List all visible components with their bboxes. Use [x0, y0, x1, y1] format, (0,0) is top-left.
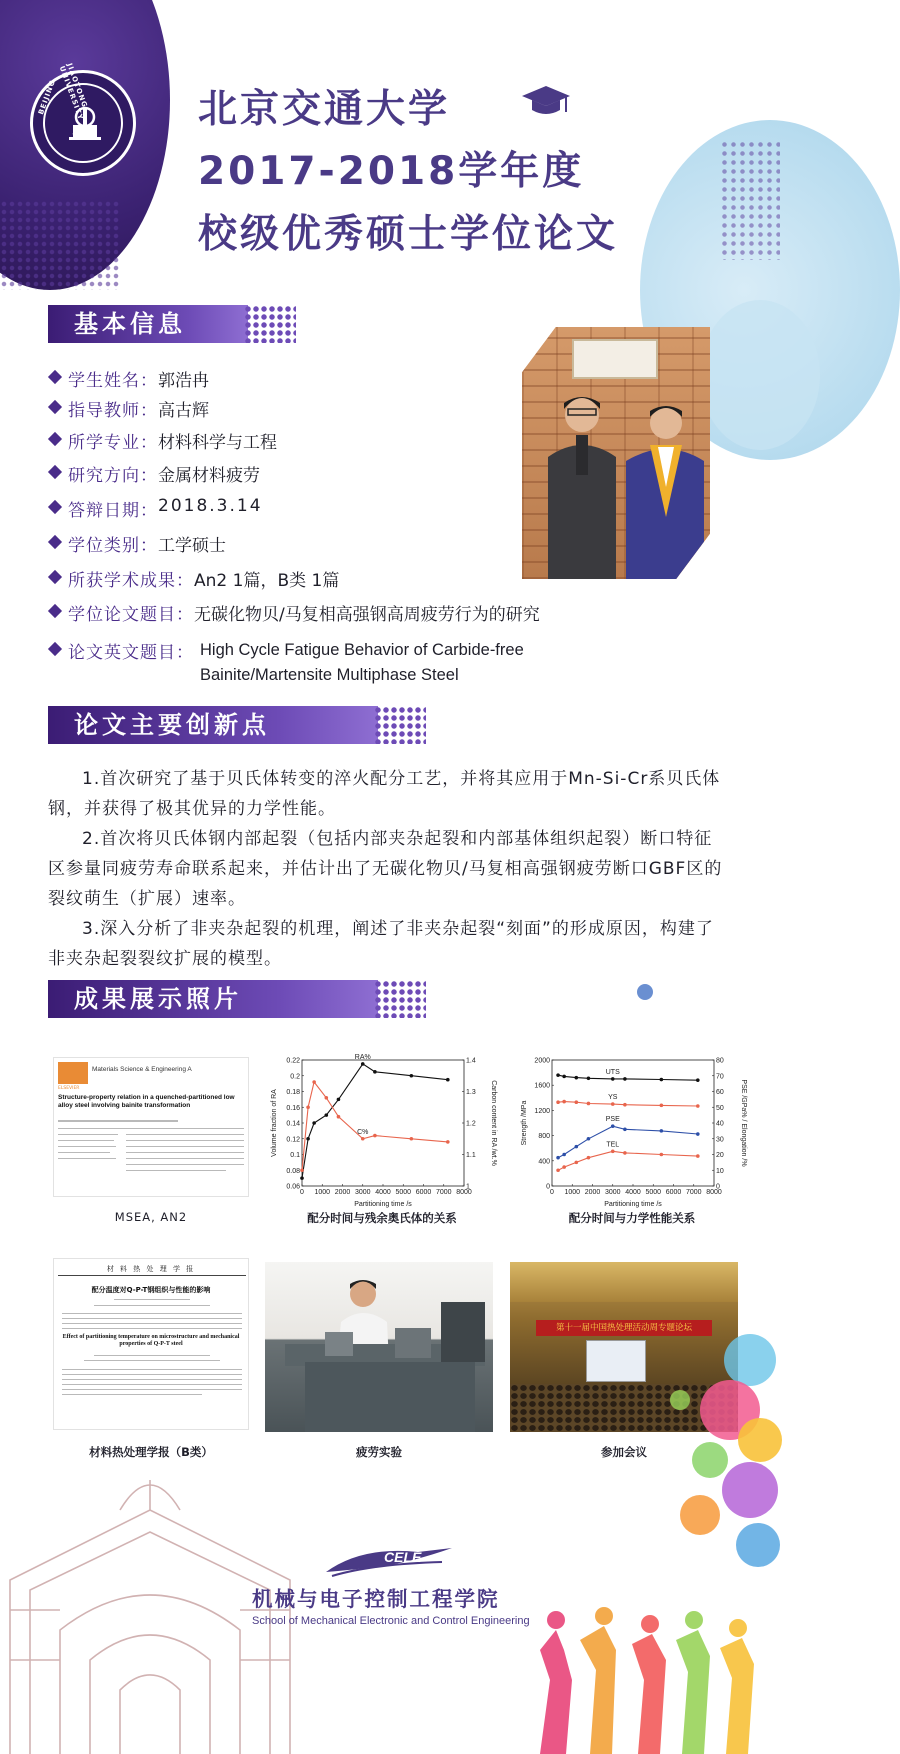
projection-screen	[586, 1340, 646, 1382]
series-label-c%: C%	[357, 1128, 369, 1136]
data-point-ra%	[361, 1062, 365, 1066]
y2-tick-label: 10	[716, 1167, 724, 1175]
data-point-ra%	[306, 1137, 310, 1141]
data-point-tel	[611, 1150, 615, 1154]
data-point-pse	[623, 1128, 627, 1132]
series-label-ra%: RA%	[354, 1053, 371, 1061]
info-label: 指导教师：	[68, 401, 158, 421]
title-year: 2017-2018学年度	[198, 149, 585, 194]
y-tick-label: 0.18	[286, 1089, 300, 1096]
diamond-bullet-icon	[48, 370, 62, 384]
data-point-pse	[575, 1145, 579, 1149]
caption-paper2: 材料热处理学报（B类）	[89, 1445, 213, 1459]
y2-tick-label: 60	[716, 1089, 724, 1096]
x-tick-label: 0	[300, 1189, 304, 1196]
innovation-point-3: 3.深入分析了非夹杂起裂的机理，阐述了非夹杂起裂“刻面”的形成原因，构建了非夹杂起裂裂纹扩展的模型。	[48, 919, 714, 969]
data-point-uts	[562, 1075, 566, 1079]
logo-year: 1896	[71, 132, 95, 141]
data-point-uts	[556, 1073, 560, 1077]
x-tick-label: 6000	[665, 1189, 682, 1196]
series-line-ys	[558, 1102, 698, 1106]
data-point-uts	[696, 1078, 700, 1082]
x-tick-label: 0	[550, 1189, 554, 1196]
info-label: 答辩日期：	[68, 501, 158, 521]
decor-blue-dot	[637, 984, 653, 1000]
series-line-c%	[302, 1082, 448, 1170]
paper1-title: Structure-property relation in a quenched-partitioned low alloy steel involving bainite transformation	[58, 1094, 235, 1109]
data-point-ra%	[325, 1113, 329, 1117]
info-label: 所学专业：	[68, 433, 158, 453]
cele-logo-text: CELE	[384, 1549, 422, 1565]
info-label: 所获学术成果：	[68, 571, 194, 591]
y-axis-label: Strength /MPa	[521, 1100, 528, 1146]
data-point-pse	[611, 1124, 615, 1128]
x-tick-label: 1000	[314, 1189, 331, 1196]
y2-tick-label: 30	[716, 1136, 724, 1144]
series-label-tel: TEL	[606, 1141, 620, 1149]
data-point-ra%	[446, 1078, 450, 1082]
data-point-ys	[696, 1104, 700, 1108]
data-point-pse	[556, 1156, 560, 1160]
data-point-tel	[660, 1153, 664, 1157]
decor-circle-right	[700, 300, 820, 450]
info-value: An2 1篇，B类 1篇	[194, 571, 340, 591]
info-row-achievements	[48, 566, 339, 591]
data-point-tel	[696, 1154, 700, 1158]
data-point-c%	[373, 1134, 377, 1138]
college-name-en: School of Mechanical Electronic and Control Engineering	[252, 1615, 530, 1627]
series-line-uts	[558, 1075, 698, 1080]
data-point-ra%	[410, 1074, 414, 1078]
diamond-bullet-icon	[48, 400, 62, 414]
diamond-bullet-icon	[48, 500, 62, 514]
info-row-english-title	[48, 638, 610, 688]
x-tick-label: 1000	[564, 1189, 581, 1196]
caption-chart2: 配分时间与力学性能关系	[568, 1211, 696, 1225]
conference-banner: 第十一届中国热处理活动周专题论坛	[536, 1320, 712, 1336]
caption-chart1: 配分时间与残余奥氏体的关系	[307, 1211, 457, 1225]
data-point-ys	[611, 1102, 615, 1106]
info-row-major	[48, 428, 277, 453]
title-award: 校级优秀硕士学位论文	[198, 212, 619, 257]
data-point-uts	[660, 1078, 664, 1082]
paper1-publisher: ELSEVIER	[58, 1086, 80, 1091]
x-tick-label: 2000	[334, 1189, 351, 1196]
dancers-silhouette-decor	[520, 1560, 780, 1754]
data-point-ys	[587, 1102, 591, 1106]
info-value: 金属材料疲劳	[158, 466, 260, 486]
data-point-ra%	[300, 1176, 304, 1180]
caption-conference: 参加会议	[601, 1445, 647, 1459]
section-dots	[244, 305, 296, 343]
innovation-point-2: 2.首次将贝氏体钢内部起裂（包括内部夹杂起裂和内部基体组织起裂）断口特征区参量同疲劳寿命联系起来，并估计出了无碳化物贝/马复相高强钢疲劳断口GBF区的裂纹萌生（扩展）速率。	[48, 829, 723, 909]
y2-tick-label: 40	[716, 1120, 724, 1128]
section-dots	[374, 980, 426, 1018]
paper-msea-thumbnail	[53, 1057, 249, 1197]
cele-logo	[322, 1542, 456, 1580]
y-tick-label: 400	[538, 1158, 550, 1166]
x-tick-label: 4000	[625, 1189, 641, 1196]
person-advisor-figure	[542, 387, 620, 579]
y-tick-label: 1200	[534, 1107, 550, 1115]
logo-text-right: JIAOTONG UNIVERSITY	[57, 62, 89, 122]
y-tick-label: 0.14	[286, 1120, 300, 1128]
info-value: 2018.3.14	[158, 496, 263, 516]
y2-axis-label: PSE /GPa% / Elongation /%	[740, 1079, 747, 1167]
data-point-ra%	[312, 1121, 316, 1125]
info-value: 高古辉	[158, 401, 209, 421]
x-tick-label: 4000	[375, 1189, 391, 1196]
info-value: 无碳化物贝/马复相高强钢高周疲劳行为的研究	[194, 605, 540, 625]
data-point-c%	[337, 1115, 341, 1119]
x-tick-label: 6000	[415, 1189, 432, 1196]
y2-tick-label: 1.3	[466, 1089, 476, 1096]
university-logo	[30, 62, 136, 176]
caption-paper1: MSEA, AN2	[114, 1210, 188, 1224]
paper2-title-cn: 配分温度对Q-P-T钢组织与性能的影响	[91, 1286, 211, 1294]
data-point-c%	[410, 1137, 414, 1141]
y-tick-label: 0.06	[286, 1183, 300, 1191]
data-point-c%	[306, 1105, 310, 1109]
y-tick-label: 0.22	[286, 1057, 300, 1065]
info-row-degree	[48, 531, 226, 556]
data-point-tel	[556, 1168, 560, 1172]
info-value-english-title: High Cycle Fatigue Behavior of Carbide-free Bainite/Martensite Multiphase Steel	[200, 641, 524, 684]
y2-axis-label: Carbon content in RA /wt.%	[490, 1080, 497, 1166]
y-tick-label: 0.1	[290, 1152, 300, 1159]
y2-tick-label: 20	[716, 1152, 724, 1159]
data-point-pse	[562, 1153, 566, 1157]
data-point-uts	[587, 1076, 591, 1080]
info-row-student	[48, 366, 209, 391]
section-header-innovation: 论文主要创新点	[48, 706, 378, 744]
x-tick-label: 7000	[435, 1189, 452, 1196]
info-label: 论文英文题目：	[68, 643, 194, 663]
series-label-uts: UTS	[605, 1068, 620, 1076]
y-tick-label: 0	[546, 1183, 550, 1191]
data-point-pse	[587, 1137, 591, 1141]
chart-ra-vs-partitioning	[268, 1052, 496, 1210]
campus-building-line-art	[0, 1360, 300, 1754]
y2-tick-label: 1.2	[466, 1120, 476, 1128]
data-point-ra%	[373, 1070, 377, 1074]
person-student-figure	[622, 397, 708, 579]
series-line-tel	[558, 1151, 698, 1170]
data-point-ys	[556, 1100, 560, 1104]
y2-tick-label: 50	[716, 1104, 724, 1112]
info-label: 学位类别：	[68, 536, 158, 556]
data-point-tel	[623, 1151, 627, 1155]
info-value: 材料科学与工程	[158, 433, 277, 453]
series-label-ys: YS	[608, 1094, 618, 1102]
info-row-defense-date	[48, 496, 263, 521]
data-point-ys	[562, 1100, 566, 1104]
data-point-c%	[325, 1096, 329, 1100]
series-label-pse: PSE	[605, 1116, 620, 1124]
data-point-c%	[446, 1140, 450, 1144]
y-tick-label: 0.08	[286, 1167, 300, 1175]
data-point-c%	[312, 1080, 316, 1084]
data-point-tel	[587, 1156, 591, 1160]
y-tick-label: 1600	[534, 1082, 550, 1090]
x-tick-label: 3000	[354, 1189, 371, 1196]
x-tick-label: 8000	[706, 1189, 722, 1196]
series-line-ra%	[302, 1064, 448, 1178]
x-axis-label: Partitioning time /s	[354, 1201, 412, 1208]
student-advisor-photo	[522, 327, 710, 579]
y-tick-label: 0.16	[286, 1104, 300, 1112]
data-point-ra%	[337, 1098, 341, 1102]
data-point-c%	[300, 1168, 304, 1172]
info-label: 研究方向：	[68, 466, 158, 486]
y-tick-label: 0.2	[290, 1073, 300, 1081]
diamond-bullet-icon	[48, 642, 62, 656]
info-label: 学生姓名：	[68, 371, 158, 391]
chart-mechanical-vs-partitioning	[518, 1052, 746, 1210]
paper1-journal: Materials Science & Engineering A	[92, 1066, 192, 1073]
title-university: 北京交通大学	[198, 87, 451, 132]
y2-tick-label: 80	[716, 1057, 724, 1065]
info-row-thesis-title	[48, 600, 540, 625]
y-tick-label: 800	[538, 1133, 550, 1141]
diamond-bullet-icon	[48, 432, 62, 446]
y-tick-label: 0.12	[286, 1136, 300, 1144]
graduation-cap-icon	[520, 82, 572, 122]
logo-text-left: BEIJING	[37, 78, 58, 116]
paper2-title-en: Effect of partitioning temperature on microstructure and mechanical properties of Q-P-T steel	[62, 1334, 240, 1347]
info-row-advisor	[48, 396, 209, 421]
innovation-paragraphs	[48, 764, 728, 974]
data-point-uts	[575, 1076, 579, 1080]
x-tick-label: 3000	[604, 1189, 621, 1196]
data-point-uts	[611, 1077, 615, 1081]
diamond-bullet-icon	[48, 604, 62, 618]
data-point-uts	[623, 1077, 627, 1081]
section-dots	[374, 706, 426, 744]
diamond-bullet-icon	[48, 535, 62, 549]
data-point-ys	[575, 1100, 579, 1104]
x-tick-label: 5000	[395, 1189, 412, 1196]
data-point-pse	[660, 1129, 664, 1133]
y2-tick-label: 1.4	[466, 1057, 476, 1065]
x-tick-label: 5000	[645, 1189, 662, 1196]
x-tick-label: 8000	[456, 1189, 472, 1196]
y2-tick-label: 0	[716, 1183, 720, 1191]
data-point-ys	[623, 1103, 627, 1107]
section-header-results: 成果展示照片	[48, 980, 378, 1018]
y2-tick-label: 70	[716, 1073, 724, 1081]
paper2-journal: 材 料 热 处 理 学 报	[106, 1265, 196, 1273]
decor-dots-left	[0, 200, 120, 290]
info-row-research	[48, 461, 260, 486]
data-point-ys	[660, 1104, 664, 1108]
data-point-pse	[696, 1132, 700, 1136]
caption-fatigue: 疲劳实验	[356, 1445, 402, 1459]
data-point-c%	[361, 1137, 365, 1141]
info-value: 郭浩冉	[158, 371, 209, 391]
college-name-cn: 机械与电子控制工程学院	[252, 1587, 500, 1611]
info-label: 学位论文题目：	[68, 605, 194, 625]
diamond-bullet-icon	[48, 465, 62, 479]
y-tick-label: 2000	[534, 1057, 550, 1065]
decor-dots-right	[720, 140, 780, 260]
data-point-tel	[562, 1165, 566, 1169]
elsevier-logo	[58, 1062, 88, 1084]
info-value: 工学硕士	[158, 536, 226, 556]
x-tick-label: 2000	[584, 1189, 601, 1196]
innovation-point-1: 1.首次研究了基于贝氏体转变的淬火配分工艺，并将其应用于Mn-Si-Cr系贝氏体钢，并获得了极其优异的力学性能。	[48, 769, 721, 819]
data-point-tel	[575, 1161, 579, 1165]
x-axis-label: Partitioning time /s	[604, 1201, 662, 1208]
x-tick-label: 7000	[685, 1189, 702, 1196]
colorful-confetti-decor	[640, 1340, 780, 1580]
y-axis-label: Volume fraction of RA	[271, 1089, 278, 1157]
diamond-bullet-icon	[48, 570, 62, 584]
y2-tick-label: 1.1	[466, 1152, 476, 1159]
section-header-basic-info: 基本信息	[48, 305, 248, 343]
lab-sign	[572, 339, 658, 379]
y2-tick-label: 1	[466, 1183, 470, 1191]
